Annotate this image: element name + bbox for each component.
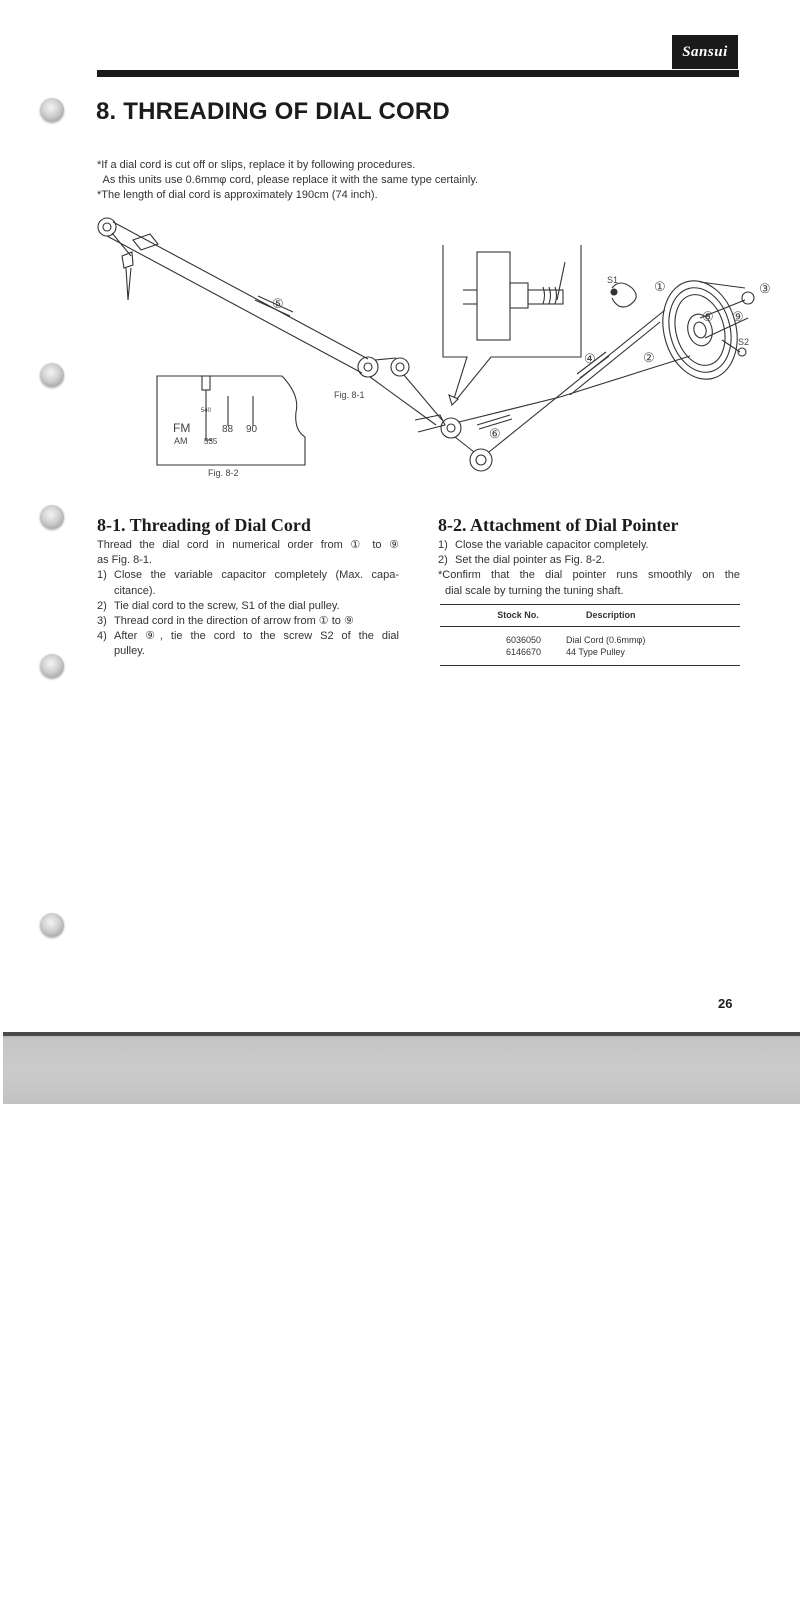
- marker-9: ⑨: [732, 309, 744, 324]
- marker-8: ⑧: [702, 309, 714, 324]
- brand-logo: Sansui: [672, 35, 738, 69]
- dial-drum: [652, 272, 750, 387]
- scan-edge-line: [3, 1032, 800, 1036]
- step-item: 1) Close the variable capacitor completely.: [438, 539, 649, 551]
- pulley-upper-left: [98, 218, 116, 236]
- marker-4: ④: [584, 351, 596, 366]
- col-header-description: Description: [566, 605, 740, 627]
- scan-edge-shadow: [3, 1032, 800, 1104]
- binding-hole-5: [40, 913, 64, 937]
- pulley-middle-b: [391, 358, 409, 376]
- step-item: 3) Thread cord in the direction of arrow from ① to ⑨: [97, 615, 354, 628]
- scale-535-label: 535: [204, 437, 218, 446]
- step-item: 2) Tie dial cord to the screw, S1 of the dial pulley.: [97, 599, 340, 612]
- part-description: Dial Cord (0.6mmφ): [566, 635, 646, 645]
- step-item: 2) Set the dial pointer as Fig. 8-2.: [438, 554, 605, 567]
- scale-90-label: 90: [246, 424, 258, 435]
- marker-2: ②: [643, 350, 655, 365]
- scale-540-label: 540: [201, 408, 212, 414]
- col-header-stock: Stock No.: [440, 605, 566, 627]
- intro-line: *If a dial cord is cut off or slips, replace it by following procedures.: [97, 159, 416, 171]
- section-8-2-heading: 8-2. Attachment of Dial Pointer: [438, 515, 679, 535]
- scale-88-label: 88: [222, 424, 234, 435]
- confirm-note: *Confirm that the dial pointer runs smoothly on the: [438, 569, 740, 582]
- fig-8-2-caption: Fig. 8-2: [208, 468, 239, 478]
- scale-fm-label: FM: [173, 421, 191, 435]
- confirm-note-cont: dial scale by turning the tuning shaft.: [445, 584, 624, 597]
- pulley-center: [441, 418, 461, 438]
- step-item: 4) After ⑨, tie the cord to the screw S2 of the dial pulley.: [97, 630, 399, 658]
- dial-cord-diagram: [90, 212, 780, 492]
- table-row: [440, 646, 740, 666]
- page-title: 8. THREADING OF DIAL CORD: [96, 98, 450, 125]
- page-number: 26: [718, 996, 733, 1011]
- binding-hole-3: [40, 505, 64, 529]
- intro-notes: [97, 158, 478, 203]
- step-item: 1) Close the variable capacitor completely (Max. capa- citance).: [97, 569, 399, 597]
- binding-hole-2: [40, 363, 64, 387]
- scale-am-label: AM: [174, 436, 188, 446]
- binding-hole-4: [40, 654, 64, 678]
- pulley-lower: [470, 449, 492, 471]
- section-8-1-heading: 8-1. Threading of Dial Cord: [97, 515, 311, 535]
- marker-3: ③: [759, 281, 771, 296]
- stock-number: 6146670: [440, 646, 566, 666]
- section-8-1-lead-cont: as Fig. 8-1.: [97, 554, 153, 567]
- screw-s2-label: S2: [738, 337, 750, 347]
- marker-5: ⑤: [272, 296, 284, 311]
- stock-number: 6036050: [506, 635, 542, 645]
- parts-table: [440, 604, 740, 666]
- fig-8-1-caption: Fig. 8-1: [334, 390, 365, 400]
- section-8-1-body: [97, 538, 399, 660]
- binding-hole-1: [40, 98, 64, 122]
- intro-line: *The length of dial cord is approximately 190cm (74 inch).: [97, 189, 378, 201]
- part-description: 44 Type Pulley: [566, 646, 740, 666]
- marker-1: ①: [654, 279, 666, 294]
- section-8-1-lead: Thread the dial cord in numerical order from ① to ⑨: [97, 539, 399, 551]
- screw-s1-label: S1: [607, 275, 619, 285]
- table-row: [440, 627, 740, 647]
- marker-6: ⑥: [489, 426, 501, 441]
- intro-line: As this units use 0.6mmφ cord, please replace it with the same type certainly.: [97, 174, 479, 186]
- header-rule: [97, 70, 739, 77]
- section-8-2-body: [438, 538, 740, 599]
